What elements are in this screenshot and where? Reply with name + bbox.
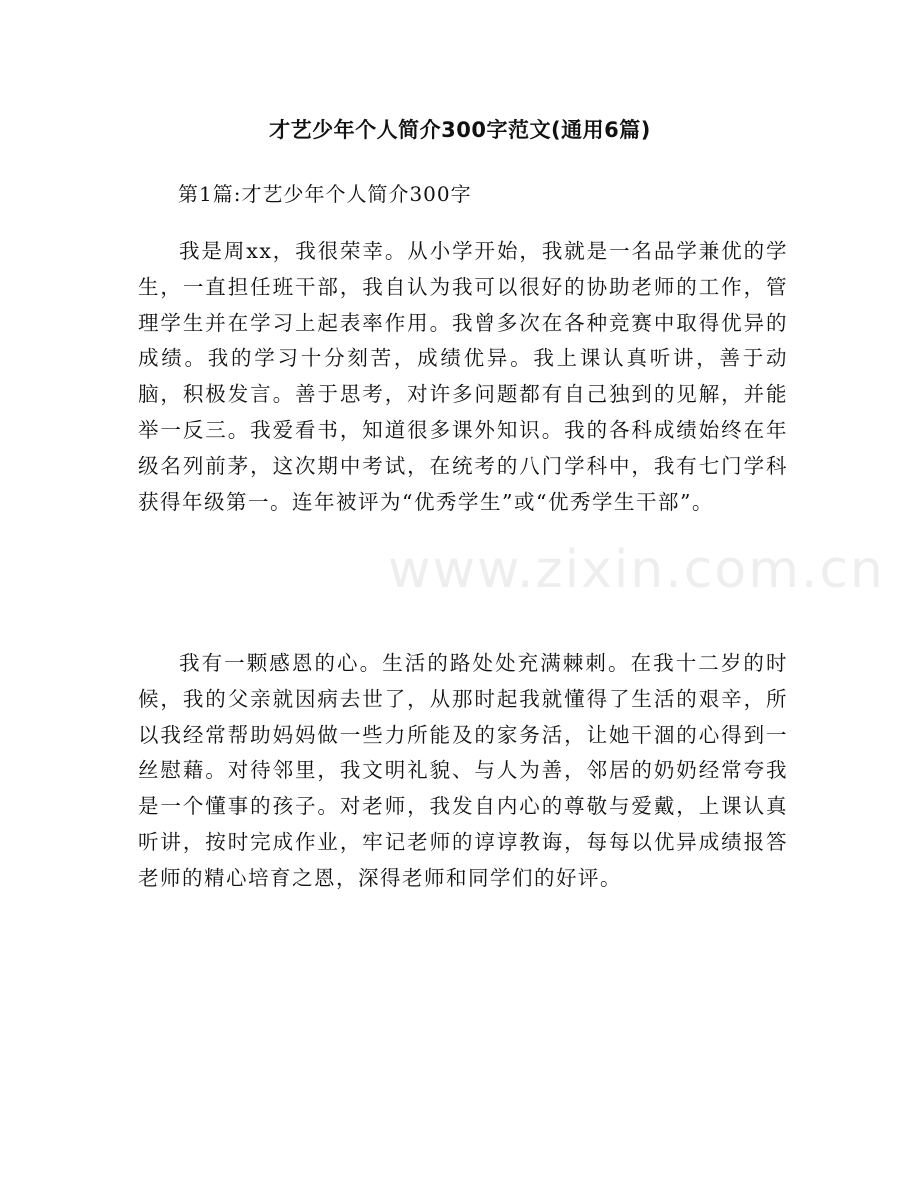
section-heading: 第1篇:才艺少年个人简介300字 (178, 182, 472, 206)
body-paragraph: 我有一颗感恩的心。生活的路处处充满棘刺。在我十二岁的时候，我的父亲就因病去世了，从那时起我就懂得了生活的艰辛，所以我经常帮助妈妈做一些力所能及的家务活，让她干涸的心得到一丝慰藉。对待邻里，我文明礼貌、与人为善，邻居的奶奶经常夸我是一个懂事的孩子。对老师，我发自内心的尊敬与爱戴，上课认真听讲，按时完成作业，牢记老师的谆谆教诲，每每以优异成绩报答老师的精心培育之恩，深得老师和同学们的好评。 (138, 651, 788, 890)
document-title: 才艺少年个人简介300字范文(通用6篇) (269, 118, 651, 142)
watermark: www.zixin.com.cn (388, 540, 885, 600)
body-paragraph: 我是周xx，我很荣幸。从小学开始，我就是一名品学兼优的学生，一直担任班干部，我自认为我可以很好的协助老师的工作，管理学生并在学习上起表率作用。我曾多次在各种竞赛中取得优异的成绩。我的学习十分刻苦，成绩优异。我上课认真听讲，善于动脑，积极发言。善于思考，对许多问题都有自己独到的见解，并能举一反三。我爱看书，知道很多课外知识。我的各科成绩始终在年级名列前茅，这次期中考试，在统考的八门学科中，我有七门学科获得年级第一。连年被评为“优秀学生”或“优秀学生干部”。 (138, 239, 788, 514)
